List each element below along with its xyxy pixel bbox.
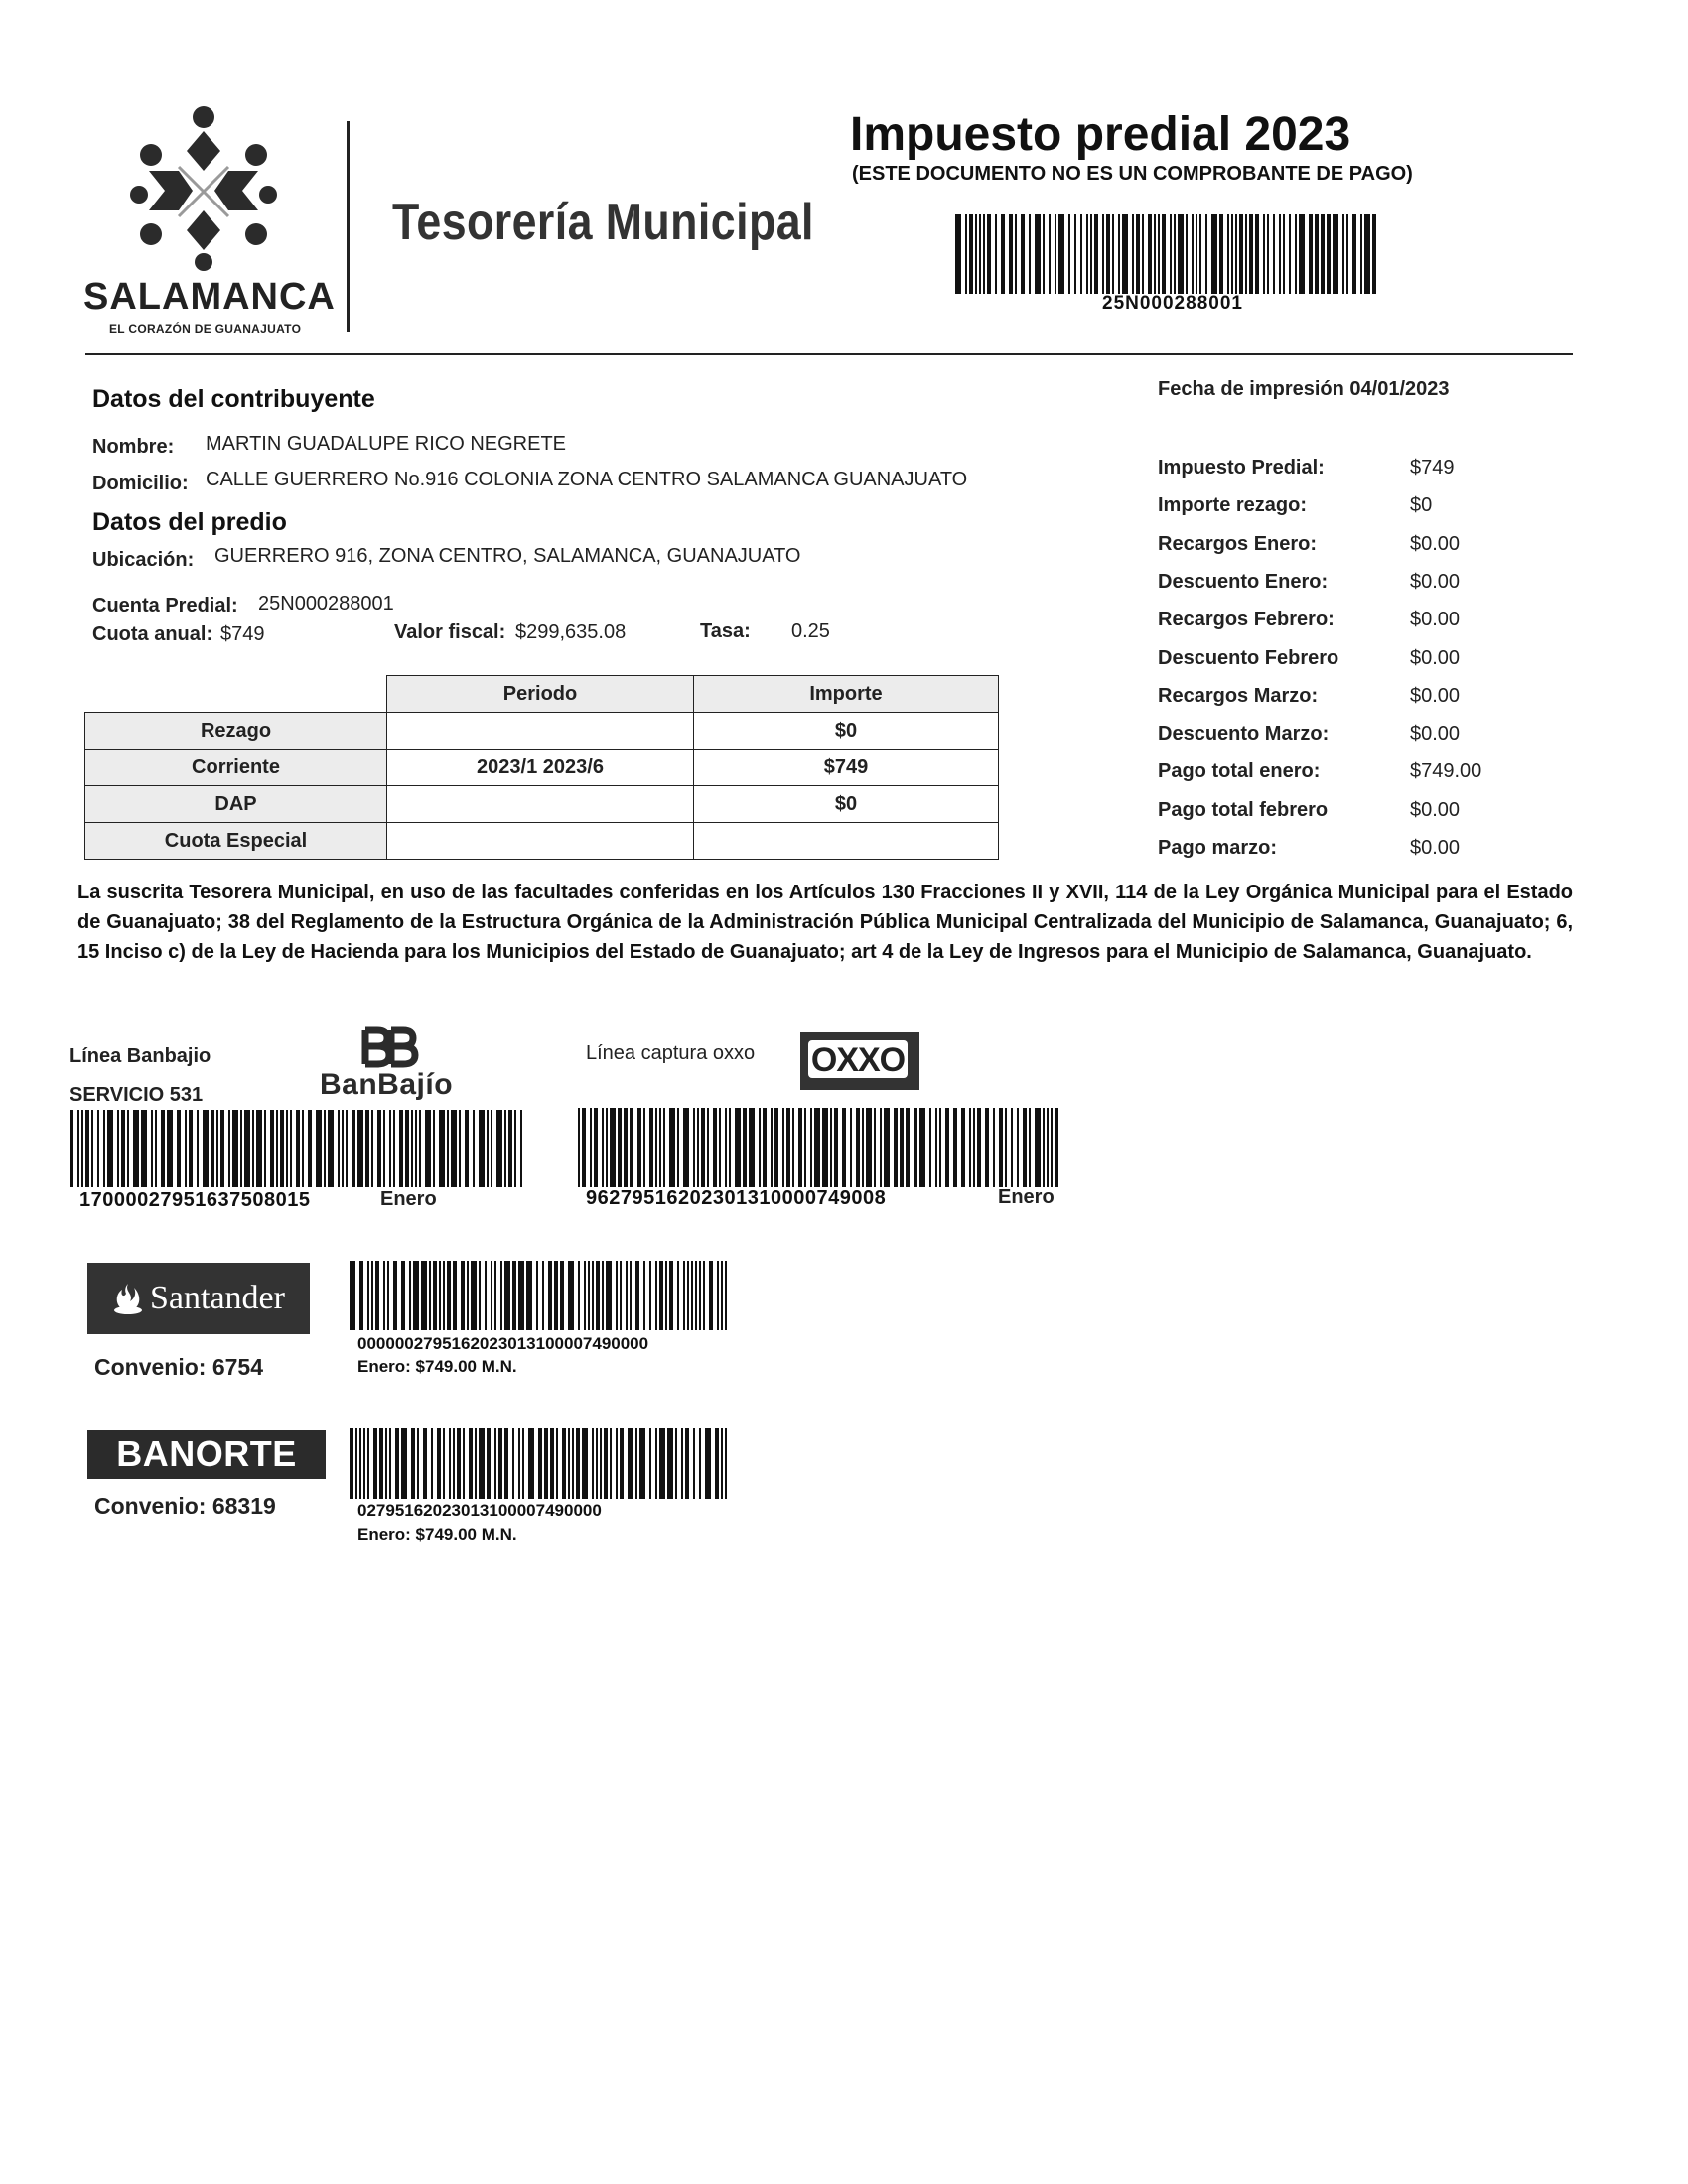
table-row: [85, 823, 999, 860]
table-corner: [85, 676, 387, 713]
concepto-cell: Cuota Especial: [85, 823, 387, 860]
summary-label: Recargos Enero:: [1158, 532, 1318, 555]
summary-row: [1158, 533, 1575, 563]
domicilio-label: Domicilio:: [92, 473, 189, 494]
oxxo-logo: [800, 1032, 917, 1088]
santander-convenio: Convenio: 6754: [94, 1354, 263, 1380]
account-barcode-caption: 25N000288001: [1102, 293, 1243, 314]
oxxo-month: Enero: [998, 1186, 1055, 1208]
santander-code: 0000002795162023013100007490000: [357, 1334, 649, 1353]
cuenta-label: Cuenta Predial:: [92, 595, 238, 616]
concepto-cell: Rezago: [85, 713, 387, 750]
oxxo-code: 96279516202301310000749008: [586, 1187, 887, 1209]
banorte-amount: Enero: $749.00 M.N.: [357, 1525, 517, 1544]
banbajio-label: Línea Banbajio: [70, 1045, 211, 1067]
periodo-header: Periodo: [387, 676, 694, 713]
importe-header: Importe: [694, 676, 999, 713]
summary-row: [1158, 723, 1575, 752]
summary-label: Recargos Febrero:: [1158, 609, 1335, 631]
banbajio-barcode: [70, 1110, 524, 1187]
banbajio-servicio: SERVICIO 531: [70, 1084, 204, 1106]
periodo-cell: [387, 713, 694, 750]
summary-label: Pago total enero:: [1158, 760, 1321, 783]
summary-row: [1158, 647, 1575, 677]
banbajio-code: 17000027951637508015: [79, 1189, 311, 1211]
summary-label: Importe rezago:: [1158, 494, 1308, 517]
summary-value: $0.00: [1410, 532, 1461, 555]
importe-cell: [694, 823, 999, 860]
summary-value: $0.00: [1410, 798, 1461, 821]
banbajio-month: Enero: [380, 1188, 437, 1210]
banbajio-logo-icon: [359, 1026, 419, 1068]
table-row: [85, 750, 999, 786]
santander-logo-text: Santander: [150, 1280, 285, 1316]
table-row: [85, 713, 999, 750]
summary-row: [1158, 571, 1575, 601]
oxxo-label: Línea captura oxxo: [586, 1042, 756, 1064]
oxxo-barcode: [578, 1108, 1064, 1187]
cuota-label: Cuota anual:: [92, 623, 213, 645]
cuenta-value: 25N000288001: [258, 593, 394, 614]
department-name: Tesorería Municipal: [392, 194, 814, 251]
summary-row: [1158, 457, 1575, 486]
page-title: Impuesto predial 2023: [850, 108, 1351, 161]
logo-tagline: EL CORAZÓN DE GUANAJUATO: [109, 322, 302, 336]
tasa-label: Tasa:: [700, 620, 751, 642]
summary-value: $0: [1410, 494, 1433, 517]
banorte-convenio: Convenio: 68319: [94, 1493, 276, 1519]
nombre-value: MARTIN GUADALUPE RICO NEGRETE: [206, 433, 567, 455]
summary-row: [1158, 685, 1575, 715]
concepto-cell: Corriente: [85, 750, 387, 786]
ubicacion-value: GUERRERO 916, ZONA CENTRO, SALAMANCA, GUANAJUATO: [214, 545, 801, 567]
header-divider: [347, 121, 350, 332]
summary-value: $0.00: [1410, 837, 1461, 859]
domicilio-value: CALLE GUERRERO No.916 COLONIA ZONA CENTRO SALAMANCA GUANAJUATO: [206, 469, 968, 490]
summary-label: Pago total febrero: [1158, 798, 1329, 821]
logo-name: SALAMANCA: [83, 276, 336, 318]
santander-barcode: [350, 1261, 731, 1330]
barcode-bar: [727, 1428, 729, 1499]
summary-value: $0.00: [1410, 684, 1461, 707]
periodo-cell: [387, 786, 694, 823]
summary-value: $0.00: [1410, 723, 1461, 746]
account-barcode: [955, 214, 1376, 294]
banorte-logo: [87, 1430, 326, 1479]
summary-row: [1158, 494, 1575, 524]
banbajio-logo-text: BanBajío: [320, 1068, 454, 1101]
cuota-value: $749: [220, 623, 265, 645]
barcode-bar: [727, 1261, 729, 1330]
importe-cell: $0: [694, 786, 999, 823]
importe-cell: $0: [694, 713, 999, 750]
concepto-cell: DAP: [85, 786, 387, 823]
summary-row: [1158, 799, 1575, 829]
summary-label: Descuento Marzo:: [1158, 723, 1330, 746]
periodo-cell: [387, 823, 694, 860]
summary-label: Recargos Marzo:: [1158, 684, 1319, 707]
summary-value: $0.00: [1410, 609, 1461, 631]
periodo-cell: 2023/1 2023/6: [387, 750, 694, 786]
legal-text: La suscrita Tesorera Municipal, en uso de las facultades conferidas en los Artículos 130 Fracciones II y XVII, 114 de la Ley Orgánica Municipal para el Estado de Guanajuato; 38 del Reglamento de la Estructura Orgánica de la Administración Pública Municipal Centralizada del Municipio de Salamanca, Guanajuato; 6, 15 Inciso c) de la Ley de Hacienda para los Municipios del Estado de Guanajuato; art 4 de la Ley de Ingresos para el Municipio de Salamanca, Guanajuato.: [77, 882, 1573, 963]
summary-row: [1158, 609, 1575, 638]
barcode-bar: [520, 1110, 522, 1187]
banorte-logo-text: BANORTE: [116, 1433, 297, 1474]
summary-value: $0.00: [1410, 646, 1461, 669]
summary-label: Impuesto Predial:: [1158, 457, 1325, 478]
summary-value: $0.00: [1410, 570, 1461, 593]
santander-logo: [87, 1263, 310, 1334]
tasa-value: 0.25: [791, 620, 830, 642]
valor-fiscal-value: $299,635.08: [515, 621, 627, 643]
summary-row: [1158, 837, 1575, 867]
summary-label: Pago marzo:: [1158, 837, 1278, 859]
summary-label: Descuento Enero:: [1158, 570, 1329, 593]
header-rule: [85, 353, 1573, 355]
summary-value: $749.00: [1410, 760, 1482, 783]
santander-amount: Enero: $749.00 M.N.: [357, 1357, 517, 1376]
municipal-logo: [129, 103, 278, 272]
ubicacion-label: Ubicación:: [92, 549, 195, 571]
page-subtitle: (ESTE DOCUMENTO NO ES UN COMPROBANTE DE PAGO): [852, 163, 1413, 185]
importe-cell: $749: [694, 750, 999, 786]
barcode-bar: [1372, 214, 1376, 294]
summary-row: [1158, 760, 1575, 790]
table-header-row: [85, 676, 999, 713]
nombre-label: Nombre:: [92, 436, 175, 458]
valor-fiscal-label: Valor fiscal:: [394, 621, 506, 643]
predio-heading: Datos del predio: [92, 508, 287, 536]
barcode-bar: [1058, 1108, 1062, 1187]
summary-value: $749: [1410, 457, 1455, 478]
summary-label: Descuento Febrero: [1158, 646, 1339, 669]
santander-flame-icon: [112, 1282, 144, 1315]
periods-table: [84, 675, 999, 860]
banorte-code: 02795162023013100007490000: [357, 1501, 602, 1520]
oxxo-logo-text: OXXO: [810, 1041, 906, 1079]
print-date: Fecha de impresión 04/01/2023: [1158, 378, 1450, 400]
contribuyente-heading: Datos del contribuyente: [92, 385, 375, 413]
banorte-barcode: [350, 1428, 731, 1499]
table-row: [85, 786, 999, 823]
